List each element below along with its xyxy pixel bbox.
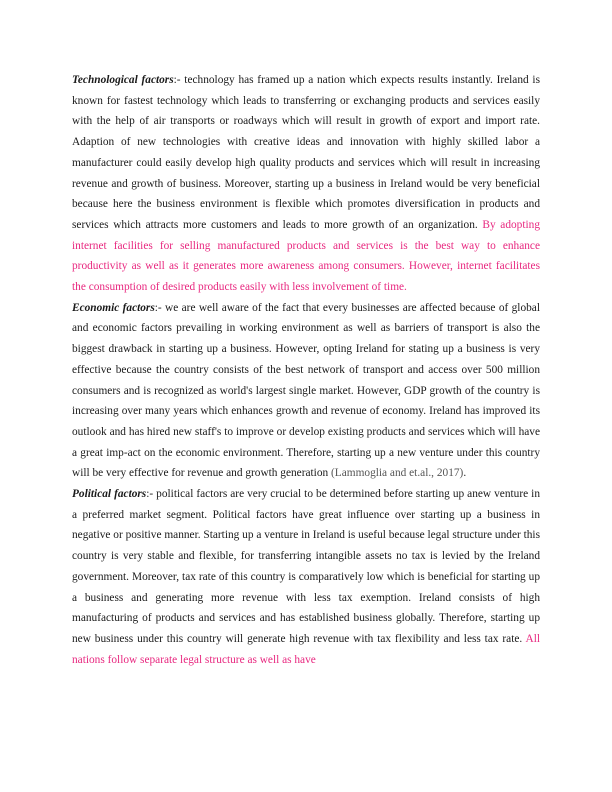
- political-factors-highlight: All nations follow separate legal structure as well as have: [72, 632, 540, 666]
- political-factors-text: :- political factors are very crucial to be determined before starting up anew venture in a preferred market segment. Political factors have great influence over starting up a business in negative or positive manner. Starting up a venture in Ireland is useful because legal structure under this country is very stable and flexible, for transferring intangible assets no tax is levied by the Ireland government. Moreover, tax rate of this country is comparatively low which is beneficial for starting up a business and generating more revenue with less tax exemption. Ireland consists of high manufacturing of products and services and has established business globally. Therefore, starting up new business under this country will generate high revenue with tax flexibility and less tax rate.: [72, 488, 540, 645]
- political-factors-paragraph: [72, 484, 540, 670]
- economic-factors-citation: (Lammoglia and et.al., 2017): [331, 467, 464, 480]
- economic-factors-paragraph: [72, 298, 540, 484]
- technological-factors-heading: Technological factors: [72, 74, 174, 86]
- economic-factors-end: .: [463, 467, 467, 480]
- technological-factors-text: :- technology has framed up a nation which expects results instantly. Ireland is known for fastest technology which leads to transferring or exchanging products and services easily with the help of air transports or roadways which will result in growth of export and import rate. Adaption of new technologies with creative ideas and innovation with highly skilled labor a manufacturer could easily develop high quality products and services which will result in increasing revenue and growth of business. Moreover, starting up a business in Ireland would be very beneficial because here the business environment is flexible which promotes diversification in products and services which attracts more customers and leads to more growth of an organization.: [72, 74, 540, 231]
- technological-factors-paragraph: [72, 70, 540, 298]
- political-factors-heading: Political factors: [72, 488, 147, 501]
- economic-factors-text: :- we are well aware of the fact that every businesses are affected because of global and economic factors prevailing in working environment as well as barriers of transport is also the biggest drawback in starting up a business. However, opting Ireland for stating up a business is very effective because the country consists of the best network of transport and access over 500 million consumers and is recognized as world's largest single market. However, GDP growth of the country is increasing over many years which enhances growth and revenue of economy. Ireland has improved its outlook and has hired new staff's to improve or develop existing products and services which will have a great imp-act on the economic environment. Therefore, starting up a new venture under this country will be very effective for revenue and growth generation: [72, 301, 540, 480]
- document-body: [72, 70, 540, 670]
- technological-factors-highlight: By adopting internet facilities for selling manufactured products and services is the best way to enhance productivity as well as it generates more awareness among consumers. However, internet facilitates the consumption of desired products easily with less involvement of time.: [72, 218, 540, 294]
- economic-factors-heading: Economic factors: [72, 301, 155, 314]
